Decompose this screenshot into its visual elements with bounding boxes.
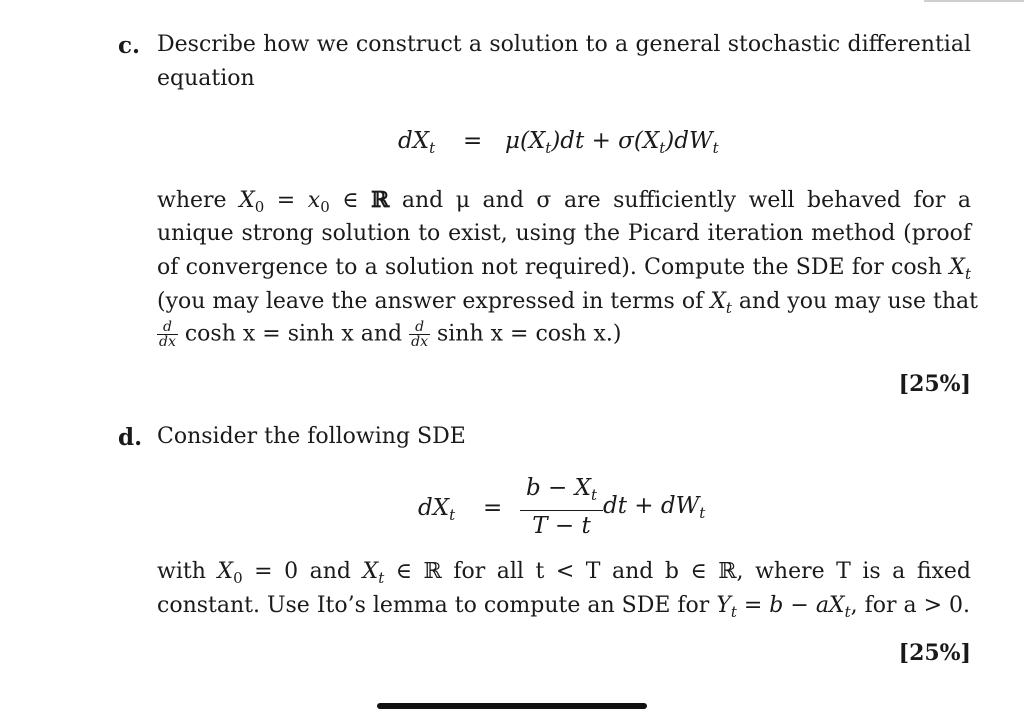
part-c-label: c. bbox=[118, 32, 141, 59]
part-c-para-line-4: (you may leave the answer expressed in terms of $X_t$ and you may use that bbox=[157, 289, 978, 317]
part-c-line-2: equation bbox=[157, 66, 255, 91]
part-c-para-line-3: of convergence to a solution not required). Compute the SDE for $\cosh X_t$ bbox=[157, 255, 971, 283]
part-d-intro: Consider the following SDE bbox=[157, 424, 466, 449]
part-c-para-line-5: $\frac{d}{dx}$ cosh x = sinh x and $\frac{d}{dx}$ sinh x = cosh x.) bbox=[159, 319, 622, 350]
part-c-para-line-2: unique strong solution to exist, using the Picard iteration method (proof bbox=[157, 221, 971, 246]
home-indicator-bar[interactable] bbox=[377, 703, 647, 709]
part-d-label: d. bbox=[118, 424, 143, 451]
part-c-equation-lhs: $dX_t$ bbox=[398, 128, 436, 157]
part-d-fraction: $\frac{b - X_t}{T - t}$ bbox=[520, 473, 603, 541]
part-d-equation-equals: = bbox=[483, 495, 503, 521]
part-c-marks: [25%] bbox=[898, 371, 971, 397]
part-d-equation-rhs: $\frac{b - X_t}{T - t}$ dt + $dW_t$ bbox=[520, 473, 705, 541]
top-edge-line bbox=[924, 0, 1024, 2]
part-d-equation-lhs: $dX_t$ bbox=[418, 495, 456, 524]
part-c-equation-equals: = bbox=[463, 128, 483, 154]
d-dx-fraction: $\frac{d}{dx}$ bbox=[159, 319, 176, 350]
part-d-line-2: constant. Use Ito’s lemma to compute an SDE for $Y_t = b - aX_t$, for a > 0. bbox=[157, 593, 971, 621]
part-d-line-1: with $X_0 = 0$ and $X_t$ ∈ ℝ for all t < T and b ∈ ℝ, where T is a fixed bbox=[157, 559, 972, 587]
part-c-line-1: Describe how we construct a solution to a general stochastic differential bbox=[157, 32, 971, 57]
part-c-para-line-1: where $X_0 = x_0$ ∈ ℝ and μ and σ are sufficiently well behaved for a bbox=[157, 187, 971, 216]
part-d-marks: [25%] bbox=[898, 640, 971, 666]
part-c-equation-rhs: $\mu(X_t)dt + \sigma(X_t)dW_t$ bbox=[505, 128, 719, 157]
d-dx-fraction-2: $\frac{d}{dx}$ bbox=[411, 319, 428, 350]
